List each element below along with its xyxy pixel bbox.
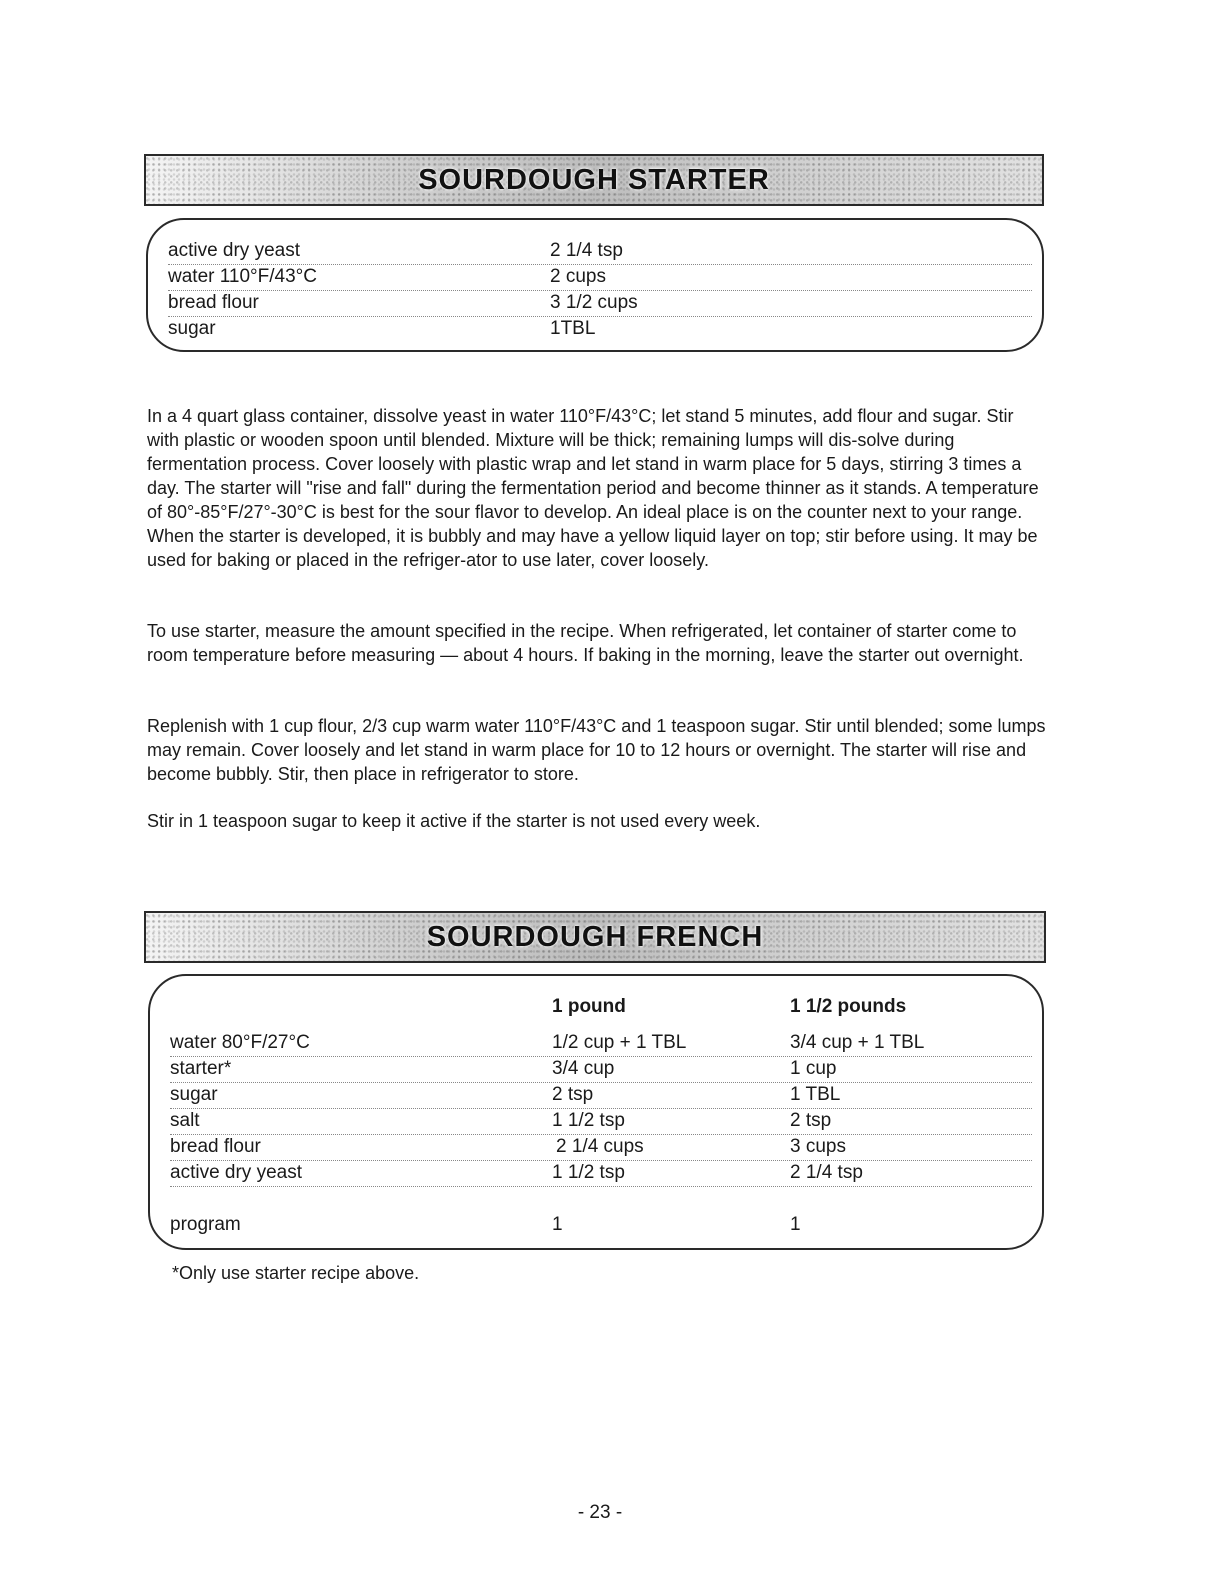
program-row bbox=[170, 1214, 1032, 1238]
ingredient-amount: 1TBL bbox=[550, 318, 596, 339]
starter-maintenance-paragraph: Stir in 1 teaspoon sugar to keep it active if the starter is not used every week. bbox=[147, 811, 761, 831]
ingredient-row bbox=[170, 1136, 1032, 1161]
amount-1-5-pounds: 1 TBL bbox=[790, 1084, 841, 1105]
french-ingredients-box bbox=[148, 974, 1044, 1250]
ingredient-name: active dry yeast bbox=[170, 1162, 302, 1183]
program-1-pound: 1 bbox=[552, 1214, 563, 1235]
column-header-1-pound: 1 pound bbox=[552, 996, 626, 1017]
starter-instructions-paragraph: In a 4 quart glass container, dissolve yeast in water 110°F/43°C; let stand 5 minutes, add flour and sugar. Stir with plastic or wooden spoon until blended. Mixture will be thick; remaining lumps will dis-solve during fermentation process. Cover loosely with plastic wrap and let stand in warm place for 5 days, stirring 3 times a day. The starter will "rise and fall" during the fermentation period and become thinner as it stands. A temperature of 80°-85°F/27°-30°C is best for the sour flavor to develop. An ideal place is on the counter next to your range. When the starter is developed, it is bubbly and may have a yellow liquid layer on top; stir before using. It may be used for baking or placed in the refriger-ator to use later, cover loosely. bbox=[147, 406, 1039, 570]
ingredient-amount: 2 1/4 tsp bbox=[550, 240, 623, 261]
amount-1-pound: 3/4 cup bbox=[552, 1058, 615, 1079]
program-label: program bbox=[170, 1214, 241, 1235]
ingredient-row bbox=[170, 1162, 1032, 1187]
footnote: *Only use starter recipe above. bbox=[172, 1263, 420, 1283]
amount-1-5-pounds: 3 cups bbox=[790, 1136, 846, 1157]
ingredient-row bbox=[170, 1084, 1032, 1109]
ingredient-name: water 80°F/27°C bbox=[170, 1032, 310, 1053]
french-title: SOURDOUGH FRENCH bbox=[426, 920, 764, 953]
ingredient-row bbox=[168, 318, 1032, 342]
ingredient-name: sugar bbox=[170, 1084, 218, 1105]
page-number: - 23 - bbox=[577, 1502, 623, 1523]
amount-1-5-pounds: 1 cup bbox=[790, 1058, 837, 1079]
ingredient-amount: 3 1/2 cups bbox=[550, 292, 638, 313]
ingredient-name: active dry yeast bbox=[168, 240, 300, 261]
ingredient-row bbox=[170, 1058, 1032, 1083]
amount-1-pound: 2 tsp bbox=[552, 1084, 594, 1105]
ingredient-name: bread flour bbox=[168, 292, 259, 313]
ingredient-name: water 110°F/43°C bbox=[168, 266, 317, 287]
ingredient-name: sugar bbox=[168, 318, 216, 339]
column-header-1-5-pounds: 1 1/2 pounds bbox=[790, 996, 907, 1017]
amount-1-pound: 2 1/4 cups bbox=[556, 1136, 644, 1157]
ingredient-row bbox=[170, 1110, 1032, 1135]
amount-1-5-pounds: 2 tsp bbox=[790, 1110, 832, 1131]
french-title-banner bbox=[144, 911, 1046, 963]
ingredient-row bbox=[168, 240, 1032, 265]
amount-1-pound: 1 1/2 tsp bbox=[552, 1110, 625, 1131]
starter-usage-paragraph: To use starter, measure the amount specified in the recipe. When refrigerated, let container of starter come to room temperature before measuring — about 4 hours. If baking in the morning, leave the starter out overnight. bbox=[147, 621, 1024, 665]
ingredient-row bbox=[170, 1032, 1032, 1057]
starter-title-banner bbox=[144, 154, 1044, 206]
amount-1-pound: 1 1/2 tsp bbox=[552, 1162, 625, 1183]
ingredient-name: salt bbox=[170, 1110, 200, 1131]
program-1-5-pounds: 1 bbox=[790, 1214, 801, 1235]
ingredient-row bbox=[168, 266, 1032, 291]
amount-1-5-pounds: 3/4 cup + 1 TBL bbox=[790, 1032, 925, 1053]
ingredient-name: bread flour bbox=[170, 1136, 261, 1157]
amount-1-pound: 1/2 cup + 1 TBL bbox=[552, 1032, 687, 1053]
ingredient-name: starter* bbox=[170, 1058, 232, 1079]
starter-replenish-paragraph: Replenish with 1 cup flour, 2/3 cup warm water 110°F/43°C and 1 teaspoon sugar. Stir until blended; some lumps may remain. Cover loosely and let stand in warm place for 10 to 12 hours or overnight. The starter will rise and become bubbly. Stir, then place in refrigerator to store. bbox=[147, 716, 1046, 784]
ingredient-row bbox=[168, 292, 1032, 317]
starter-ingredients-box bbox=[146, 218, 1044, 352]
starter-title: SOURDOUGH STARTER bbox=[418, 163, 770, 196]
amount-1-5-pounds: 2 1/4 tsp bbox=[790, 1162, 863, 1183]
ingredient-amount: 2 cups bbox=[550, 266, 606, 287]
